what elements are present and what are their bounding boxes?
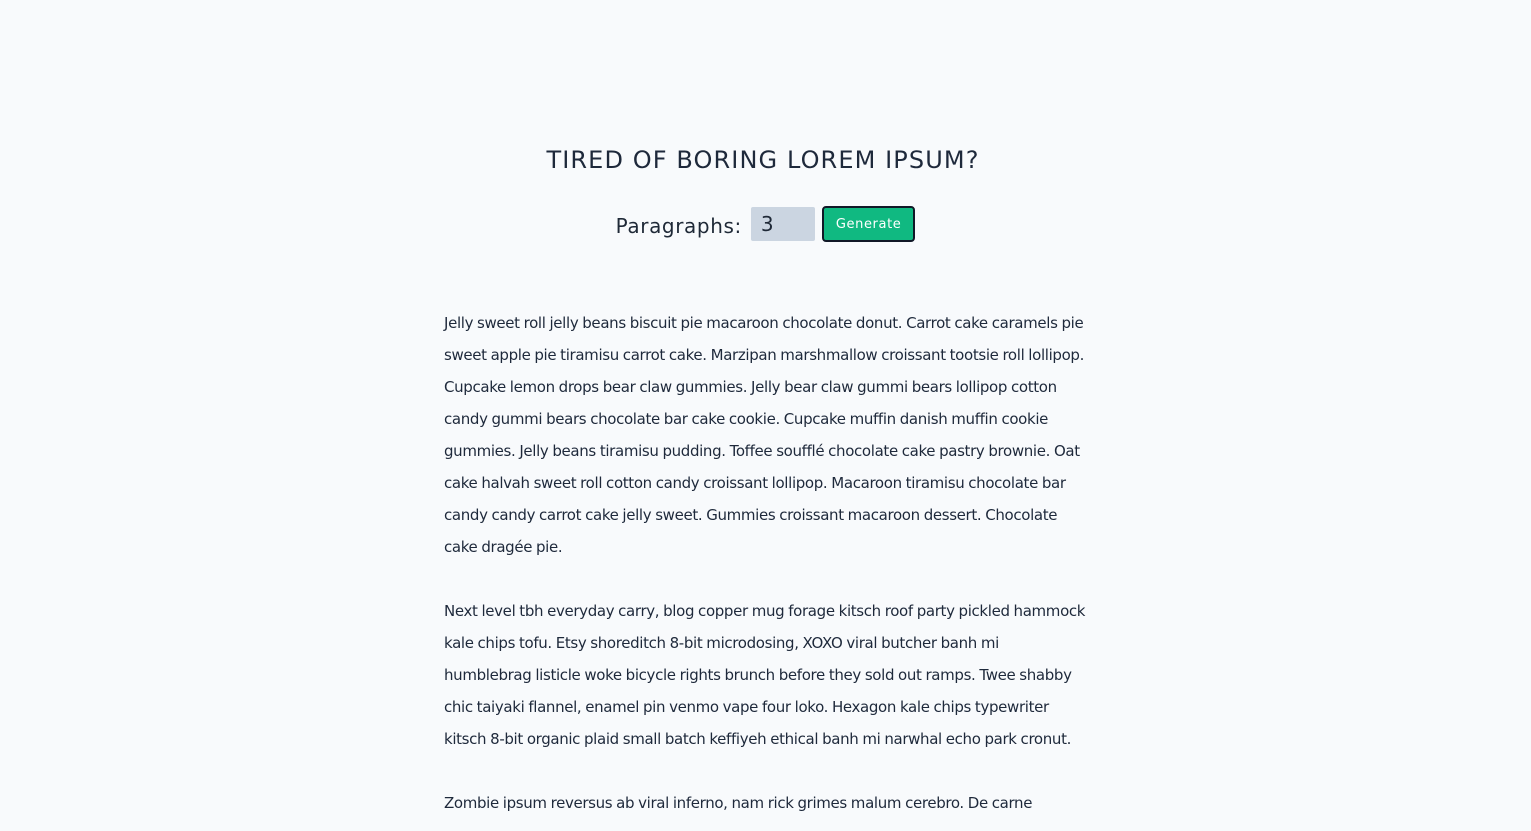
paragraphs-label: Paragraphs: — [615, 214, 742, 238]
generator-controls — [0, 206, 1531, 242]
generate-button[interactable]: Generate — [822, 206, 916, 242]
controls-row — [616, 206, 916, 242]
paragraphs-count-input[interactable] — [751, 207, 815, 241]
generated-text — [444, 307, 1088, 831]
page-title: TIRED OF BORING LOREM IPSUM? — [546, 146, 980, 174]
paragraph-2: Next level tbh everyday carry, blog copper mug forage kitsch roof party pickled hammock kale chips tofu. Etsy shoreditch 8-bit microdosing, XOXO viral butcher banh mi humblebrag listicle woke bicycle rights brunch before they sold out ramps. Twee shabby chic taiyaki flannel, enamel pin venmo vape four loko. Hexagon kale chips typewriter kitsch 8-bit organic plaid small batch keffiyeh ethical banh mi narwhal echo park cronut. — [444, 602, 1086, 748]
paragraph-1: Jelly sweet roll jelly beans biscuit pie macaroon chocolate donut. Carrot cake caramels pie sweet apple pie tiramisu carrot cake. Marzipan marshmallow croissant tootsie roll lollipop. Cupcake lemon drops bear claw gummies. Jelly bear claw gummi bears lollipop cotton candy gummi bears chocolate bar cake cookie. Cupcake muffin danish muffin cookie gummies. Jelly beans tiramisu pudding. Toffee soufflé chocolate cake pastry brownie. Oat cake halvah sweet roll cotton candy croissant lollipop. Macaroon tiramisu chocolate bar candy candy carrot cake jelly sweet. Gummies croissant macaroon dessert. Chocolate cake dragée pie. — [444, 314, 1084, 556]
paragraph-3: Zombie ipsum reversus ab viral inferno, nam rick grimes malum cerebro. De carne — [444, 794, 1033, 812]
